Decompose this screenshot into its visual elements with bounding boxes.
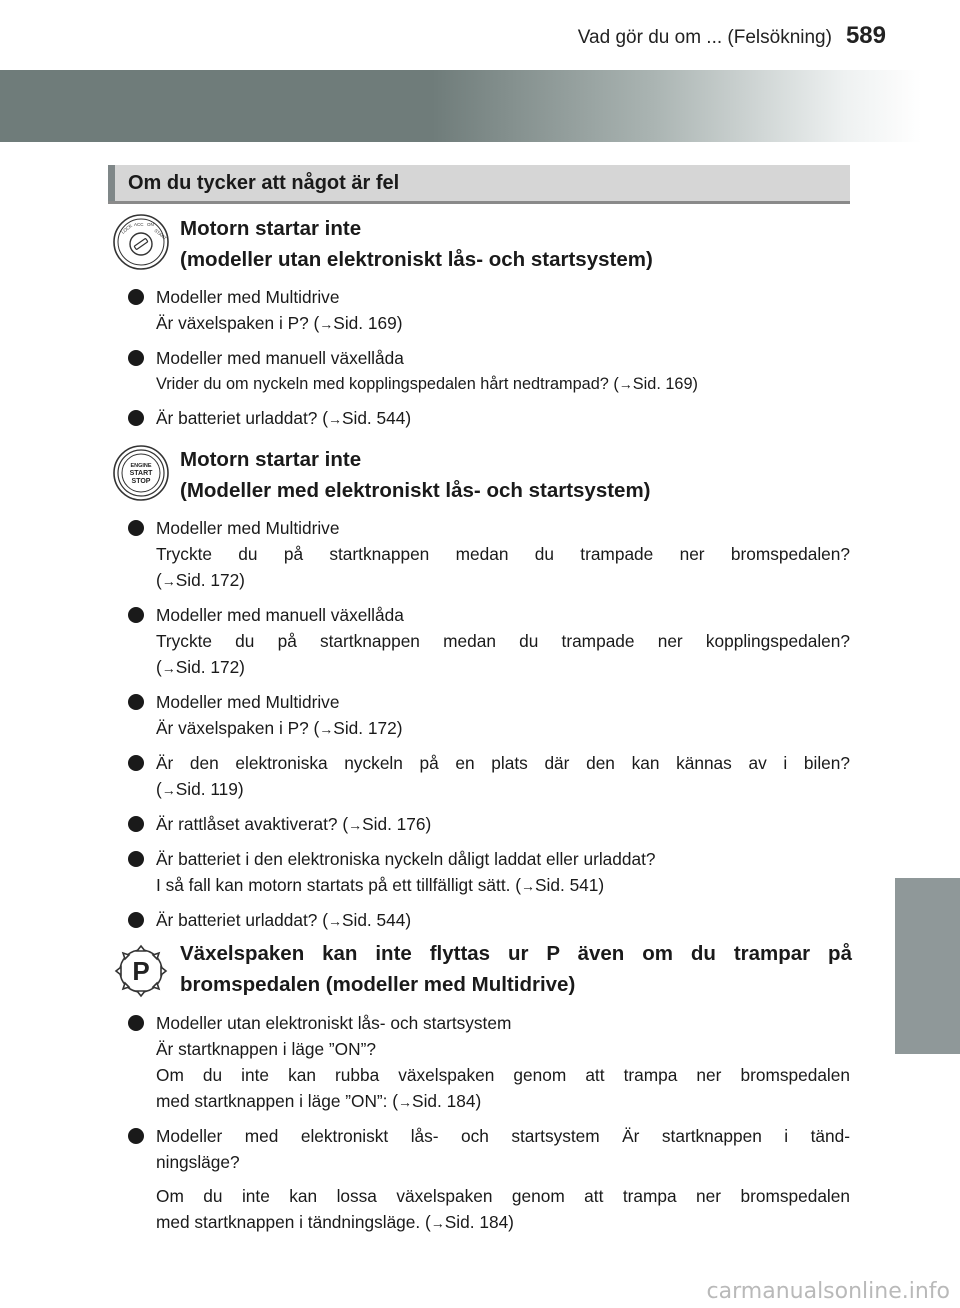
item-line: Är batteriet i den elektroniska nyckeln dåligt laddat eller urladdat? bbox=[156, 849, 656, 869]
chapter-title: Vad gör du om ... (Felsökning) bbox=[577, 27, 832, 48]
item-line: Modeller med manuell växellåda bbox=[156, 348, 404, 368]
item-line: Om du inte kan rubba växelspaken genom att trampa ner bromspedalen bbox=[156, 1065, 850, 1085]
item-line: Om du inte kan lossa växelspaken genom att trampa ner bromspedalen bbox=[156, 1186, 850, 1206]
arrow-icon: → bbox=[520, 878, 535, 894]
list-item bbox=[128, 1010, 850, 1115]
page-number: 589 bbox=[845, 22, 886, 49]
arrow-icon: → bbox=[618, 376, 633, 392]
bullet-list-2 bbox=[128, 515, 850, 942]
list-item bbox=[128, 284, 850, 337]
item-line: Är den elektroniska nyckeln på en plats där den kan kännas av i bilen? bbox=[156, 753, 850, 773]
list-item bbox=[128, 689, 850, 742]
list-item bbox=[128, 907, 850, 934]
item-line: (→Sid. 172) bbox=[156, 657, 245, 677]
running-head bbox=[578, 22, 886, 50]
arrow-icon: → bbox=[161, 573, 176, 589]
arrow-icon: → bbox=[161, 782, 176, 798]
item-line: Är växelspaken i P? (→Sid. 169) bbox=[156, 313, 403, 333]
heading-line-2: (modeller utan elektroniskt lås- och startsystem) bbox=[180, 248, 653, 271]
item-line: Modeller med manuell växellåda bbox=[156, 605, 404, 625]
header-band bbox=[0, 70, 960, 142]
icon-label-lock: LOCK bbox=[120, 223, 134, 235]
arrow-icon: → bbox=[430, 1215, 445, 1231]
heading-line-1: Motorn startar inte bbox=[180, 448, 362, 471]
arrow-icon: → bbox=[319, 721, 334, 737]
watermark: carmanualsonline.info bbox=[706, 1279, 950, 1304]
item-line: med startknappen i tändningsläge. (→Sid. 184) bbox=[156, 1212, 514, 1232]
chapter-tab bbox=[895, 878, 960, 1054]
item-line: Tryckte du på startknappen medan du trampade ner kopplingspedalen? bbox=[156, 631, 850, 651]
item-line: Modeller utan elektroniskt lås- och startsystem bbox=[156, 1013, 512, 1033]
item-line: Modeller med Multidrive bbox=[156, 692, 340, 712]
list-item bbox=[128, 846, 850, 899]
icon-label-start: START bbox=[153, 227, 168, 241]
item-line: ningsläge? bbox=[156, 1152, 240, 1172]
item-line: Är batteriet urladdat? (→Sid. 544) bbox=[156, 408, 412, 428]
icon-label-p: P bbox=[132, 956, 150, 986]
heading-line-1: Motorn startar inte bbox=[180, 217, 362, 240]
item-line: Är rattlåset avaktiverat? (→Sid. 176) bbox=[156, 814, 432, 834]
icon-label-start: START bbox=[129, 470, 153, 477]
list-item bbox=[128, 345, 850, 397]
list-item bbox=[128, 405, 850, 432]
item-line: Är startknappen i läge ”ON”? bbox=[156, 1039, 376, 1059]
item-line: Tryckte du på startknappen medan du trampade ner bromspedalen? bbox=[156, 544, 850, 564]
item-line: Modeller med elektroniskt lås- och startsystem Är startknappen i tänd- bbox=[156, 1126, 850, 1146]
arrow-icon: → bbox=[161, 660, 176, 676]
bullet-list-3 bbox=[128, 1010, 850, 1236]
arrow-icon: → bbox=[327, 411, 342, 427]
item-line: Vrider du om nyckeln med kopplingspedalen hårt nedtrampad? (→Sid. 169) bbox=[156, 375, 698, 393]
engine-start-stop-button-icon bbox=[112, 444, 170, 502]
item-line: Är batteriet urladdat? (→Sid. 544) bbox=[156, 910, 412, 930]
list-item bbox=[128, 750, 850, 803]
heading-line-2: bromspedalen (modeller med Multidrive) bbox=[180, 973, 576, 996]
topic-heading bbox=[180, 213, 852, 275]
list-item bbox=[128, 811, 850, 838]
heading-line-2: (Modeller med elektroniskt lås- och startsystem) bbox=[180, 479, 651, 502]
list-item-paragraph bbox=[128, 1183, 850, 1236]
list-item bbox=[128, 602, 850, 681]
item-line: Modeller med Multidrive bbox=[156, 287, 340, 307]
topic-shift-lever-stuck bbox=[112, 938, 852, 1000]
icon-label-acc: ACC bbox=[134, 222, 144, 227]
list-item bbox=[128, 515, 850, 594]
item-line: (→Sid. 172) bbox=[156, 570, 245, 590]
section-heading bbox=[108, 165, 850, 204]
icon-label-engine: ENGINE bbox=[130, 463, 152, 469]
bullet-list-1 bbox=[128, 284, 850, 440]
park-gear-icon bbox=[112, 942, 170, 1000]
heading-line-1: Växelspaken kan inte flyttas ur P även om du trampar på bbox=[180, 942, 852, 965]
arrow-icon: → bbox=[319, 316, 334, 332]
topic-engine-no-start-smart bbox=[112, 444, 852, 506]
item-line: med startknappen i läge ”ON”: (→Sid. 184) bbox=[156, 1091, 482, 1111]
item-line: Är växelspaken i P? (→Sid. 172) bbox=[156, 718, 403, 738]
arrow-icon: → bbox=[327, 913, 342, 929]
ignition-key-icon bbox=[112, 213, 170, 271]
arrow-icon: → bbox=[348, 817, 363, 833]
item-line: Modeller med Multidrive bbox=[156, 518, 340, 538]
list-item bbox=[128, 1123, 850, 1175]
section-title: Om du tycker att något är fel bbox=[128, 171, 400, 194]
item-line: (→Sid. 119) bbox=[156, 779, 244, 799]
icon-label-stop: STOP bbox=[131, 478, 151, 485]
item-line: I så fall kan motorn startats på ett tillfälligt sätt. (→Sid. 541) bbox=[156, 875, 605, 895]
topic-heading bbox=[180, 444, 852, 506]
arrow-icon: → bbox=[398, 1094, 413, 1110]
topic-heading bbox=[180, 938, 852, 1000]
topic-engine-no-start-key bbox=[112, 213, 852, 275]
icon-label-on: ON bbox=[147, 222, 154, 227]
